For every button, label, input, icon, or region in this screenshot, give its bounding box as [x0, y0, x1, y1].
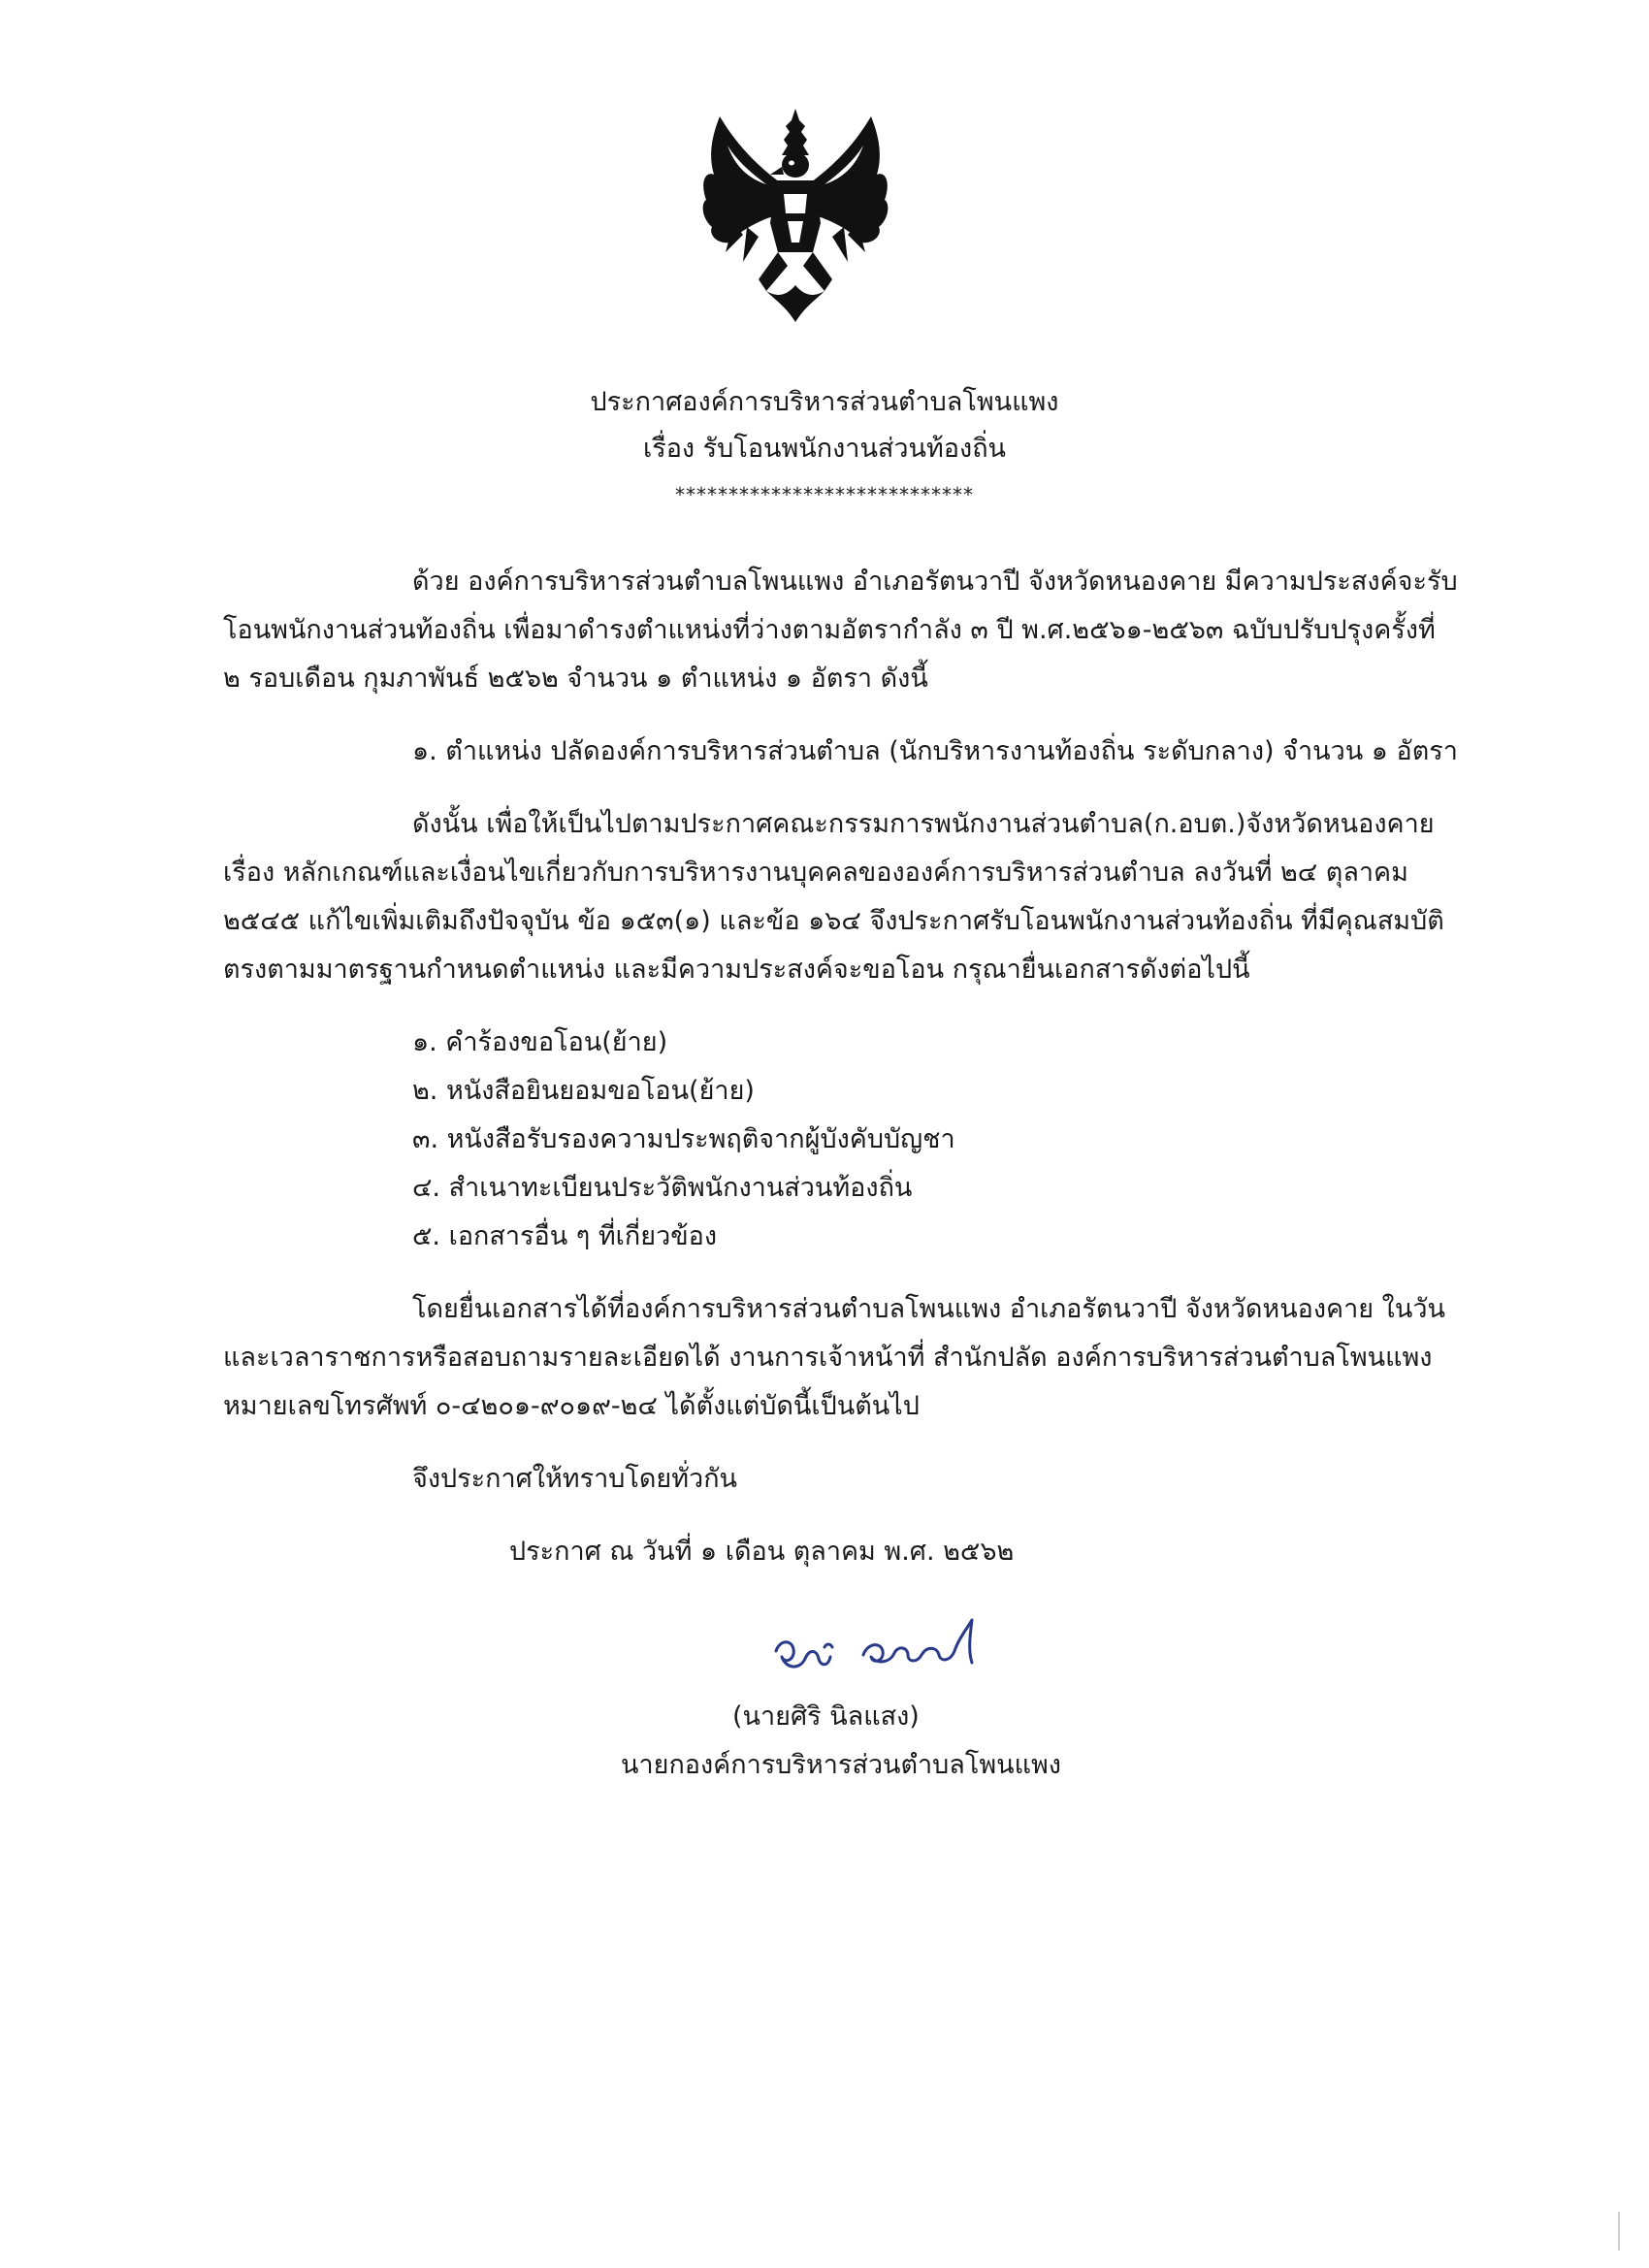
signatory-name: (นายศิริ นิลแสง)	[732, 1701, 920, 1732]
document-item: ๕. เอกสารอื่น ๆ ที่เกี่ยวข้อง	[412, 1221, 718, 1251]
document-item: ๑. คำร้องขอโอน(ย้าย)	[412, 1027, 668, 1057]
announcement-subject: เรื่อง รับโอนพนักงานส่วนท้องถิ่น	[642, 434, 1007, 464]
paragraph-3-line-2: และเวลาราชการหรือสอบถามรายละเอียดได้ งานการเจ้าหน้าที่ สำนักปลัด องค์การบริหารส่วนตำบลโพนแพง	[223, 1343, 1433, 1373]
document-item: ๔. สำเนาทะเบียนประวัติพนักงานส่วนท้องถิ่น	[412, 1173, 913, 1203]
paragraph-2-line-3: ๒๕๔๕ แก้ไขเพิ่มเติมถึงปัจจุบัน ข้อ ๑๕๓(๑) และข้อ ๑๖๔ จึงประกาศรับโอนพนักงานส่วนท้องถิ่น ที่มีคุณสมบัติ	[223, 906, 1444, 936]
announcement-date: ประกาศ ณ วันที่ ๑ เดือน ตุลาคม พ.ศ. ๒๕๖๒	[509, 1537, 1015, 1567]
document-item: ๒. หนังสือยินยอมขอโอน(ย้าย)	[412, 1076, 755, 1106]
paragraph-2-line-2: เรื่อง หลักเกณฑ์และเงื่อนไขเกี่ยวกับการบริหารงานบุคคลขององค์การบริหารส่วนตำบล ลงวันที่ ๒๔ ตุลาคม	[223, 858, 1408, 888]
garuda-emblem	[698, 107, 892, 325]
signatory-title: นายกองค์การบริหารส่วนตำบลโพนแพง	[621, 1750, 1061, 1780]
closing-statement: จึงประกาศให้ทราบโดยทั่วกัน	[412, 1464, 737, 1494]
paragraph-3-line-1: โดยยื่นเอกสารได้ที่องค์การบริหารส่วนตำบลโพนแพง อำเภอรัตนวาปี จังหวัดหนองคาย ในวัน	[412, 1294, 1445, 1324]
paragraph-1-line-2: โอนพนักงานส่วนท้องถิ่น เพื่อมาดำรงตำแหน่งที่ว่างตามอัตรากำลัง ๓ ปี พ.ศ.๒๕๖๑-๒๕๖๓ ฉบับปรับปรุงครั้งที่	[223, 615, 1436, 645]
announcement-title: ประกาศองค์การบริหารส่วนตำบลโพนแพง	[590, 387, 1059, 417]
paragraph-3-line-3: หมายเลขโทรศัพท์ ๐-๔๒๐๑-๙๐๑๙-๒๔ ได้ตั้งแต่บัดนี้เป็นต้นไป	[223, 1391, 920, 1421]
paragraph-2-line-1: ดังนั้น เพื่อให้เป็นไปตามประกาศคณะกรรมการพนักงานส่วนตำบล(ก.อบต.)จังหวัดหนองคาย	[412, 809, 1435, 839]
paragraph-2-line-4: ตรงตามมาตรฐานกำหนดตำแหน่ง และมีความประสงค์จะขอโอน กรุณายื่นเอกสารดังต่อไปนี้	[223, 955, 1250, 985]
position-item: ๑. ตำแหน่ง ปลัดองค์การบริหารส่วนตำบล (นักบริหารงานท้องถิ่น ระดับกลาง) จำนวน ๑ อัตรา	[412, 736, 1458, 766]
paragraph-1-line-1: ด้วย องค์การบริหารส่วนตำบลโพนแพง อำเภอรัตนวาปี จังหวัดหนองคาย มีความประสงค์จะรับ	[412, 567, 1458, 597]
document-item: ๓. หนังสือรับรองความประพฤติจากผู้บังคับบัญชา	[412, 1124, 955, 1154]
scan-artifact	[1618, 2212, 1620, 2251]
handwritten-signature	[766, 1601, 1018, 1688]
paragraph-1-line-3: ๒ รอบเดือน กุมภาพันธ์ ๒๕๖๒ จำนวน ๑ ตำแหน่ง ๑ อัตรา ดังนี้	[223, 664, 928, 694]
header-separator: ****************************	[675, 483, 974, 506]
